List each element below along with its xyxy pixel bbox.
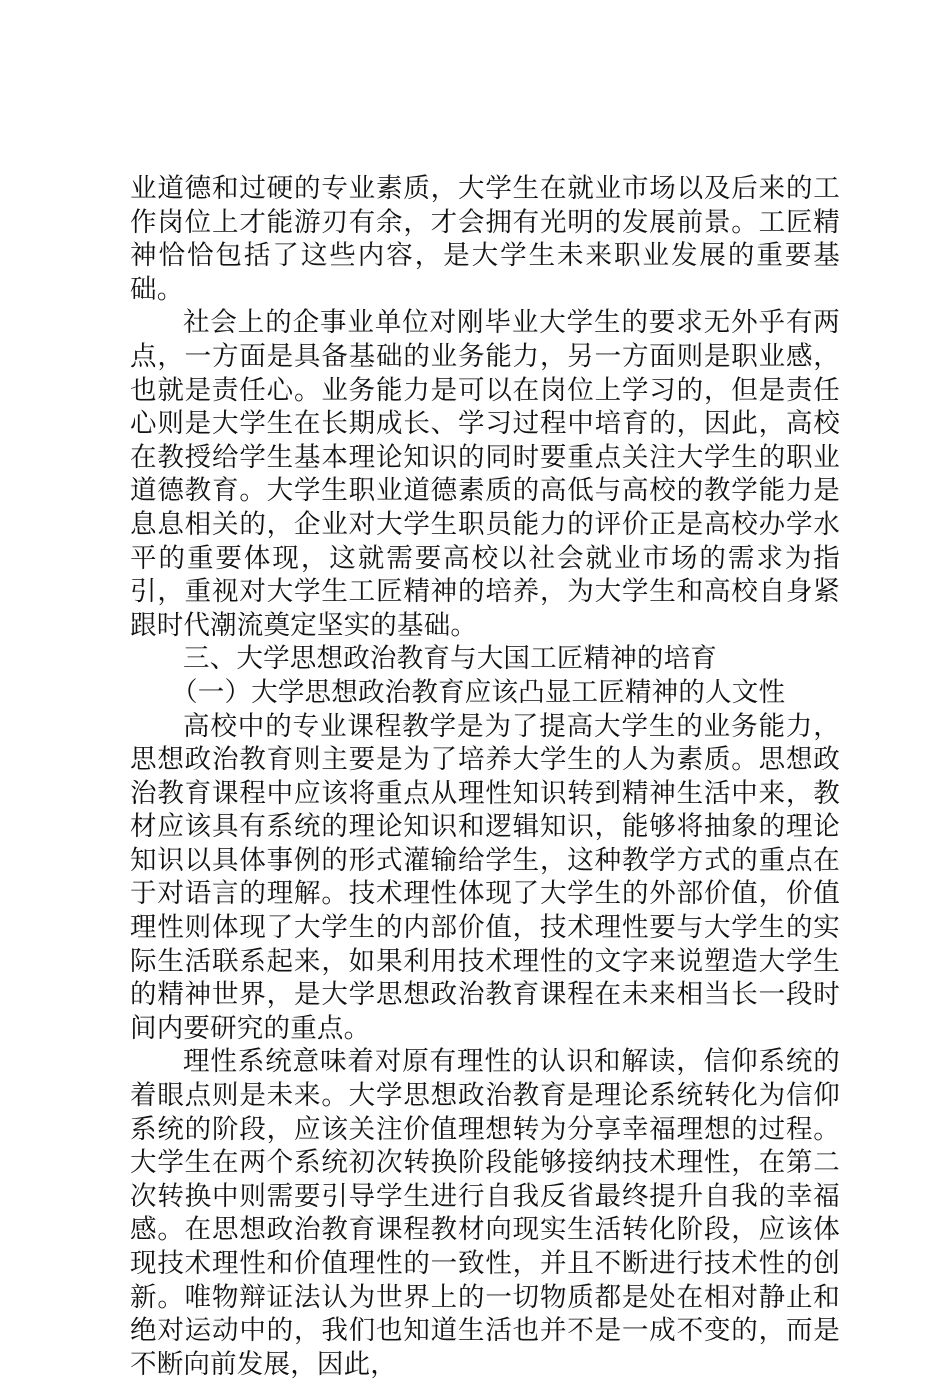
paragraph-employer-requirements: 社会上的企事业单位对刚毕业大学生的要求无外乎有两点，一方面是具备基础的业务能力，另一方面则是职业感，也就是责任心。业务能力是可以在岗位上学习的，但是责任心则是大学生在长期成长、学习过程中培育的，因此，高校在教授给学生基本理论知识的同时要重点关注大学生的职业道德教育。大学生职业道德素质的高低与高校的教学能力是息息相关的，企业对大学生职员能力的评价正是高校办学水平的重要体现，这就需要高校以社会就业市场的需求为指引，重视对大学生工匠精神的培养，为大学生和高校自身紧跟时代潮流奠定坚实的基础。 <box>130 307 840 641</box>
section-heading: 三、大学思想政治教育与大国工匠精神的培育 <box>183 643 717 675</box>
subsection-heading: （一）大学思想政治教育应该凸显工匠精神的人文性 <box>171 676 786 708</box>
paragraph-rational-system: 理性系统意味着对原有理性的认识和解读，信仰系统的着眼点则是未来。大学思想政治教育是理论系统转化为信仰系统的阶段，应该关注价值理想转为分享幸福理想的过程。大学生在两个系统初次转换阶段能够接纳技术理性，在第二次转换中则需要引导学生进行自我反省最终提升自我的幸福感。在思想政治教育课程教材向现实生活转化阶段，应该体现技术理性和价值理性的一致性，并且不断进行技术性的创新。唯物辩证法认为世界上的一切物质都是处在相对静止和绝对运动中的，我们也知道生活也并不是一成不变的，而是不断向前发展，因此， <box>130 1046 840 1380</box>
document-body <box>130 172 840 1381</box>
paragraph-professional-courses: 高校中的专业课程教学是为了提高大学生的业务能力，思想政治教育则主要是为了培养大学生的人为素质。思想政治教育课程中应该将重点从理性知识转到精神生活中来，教材应该具有系统的理论知识和逻辑知识，能够将抽象的理论知识以具体事例的形式灌输给学生，这种教学方式的重点在于对语言的理解。技术理性体现了大学生的外部价值，价值理性则体现了大学生的内部价值，技术理性要与大学生的实际生活联系起来，如果利用技术理性的文字来说塑造大学生的精神世界，是大学思想政治教育课程在未来相当长一段时间内要研究的重点。 <box>130 710 840 1044</box>
paragraph-continuation: 业道德和过硬的专业素质，大学生在就业市场以及后来的工作岗位上才能游刃有余，才会拥有光明的发展前景。工匠精神恰恰包括了这些内容，是大学生未来职业发展的重要基础。 <box>130 173 840 305</box>
